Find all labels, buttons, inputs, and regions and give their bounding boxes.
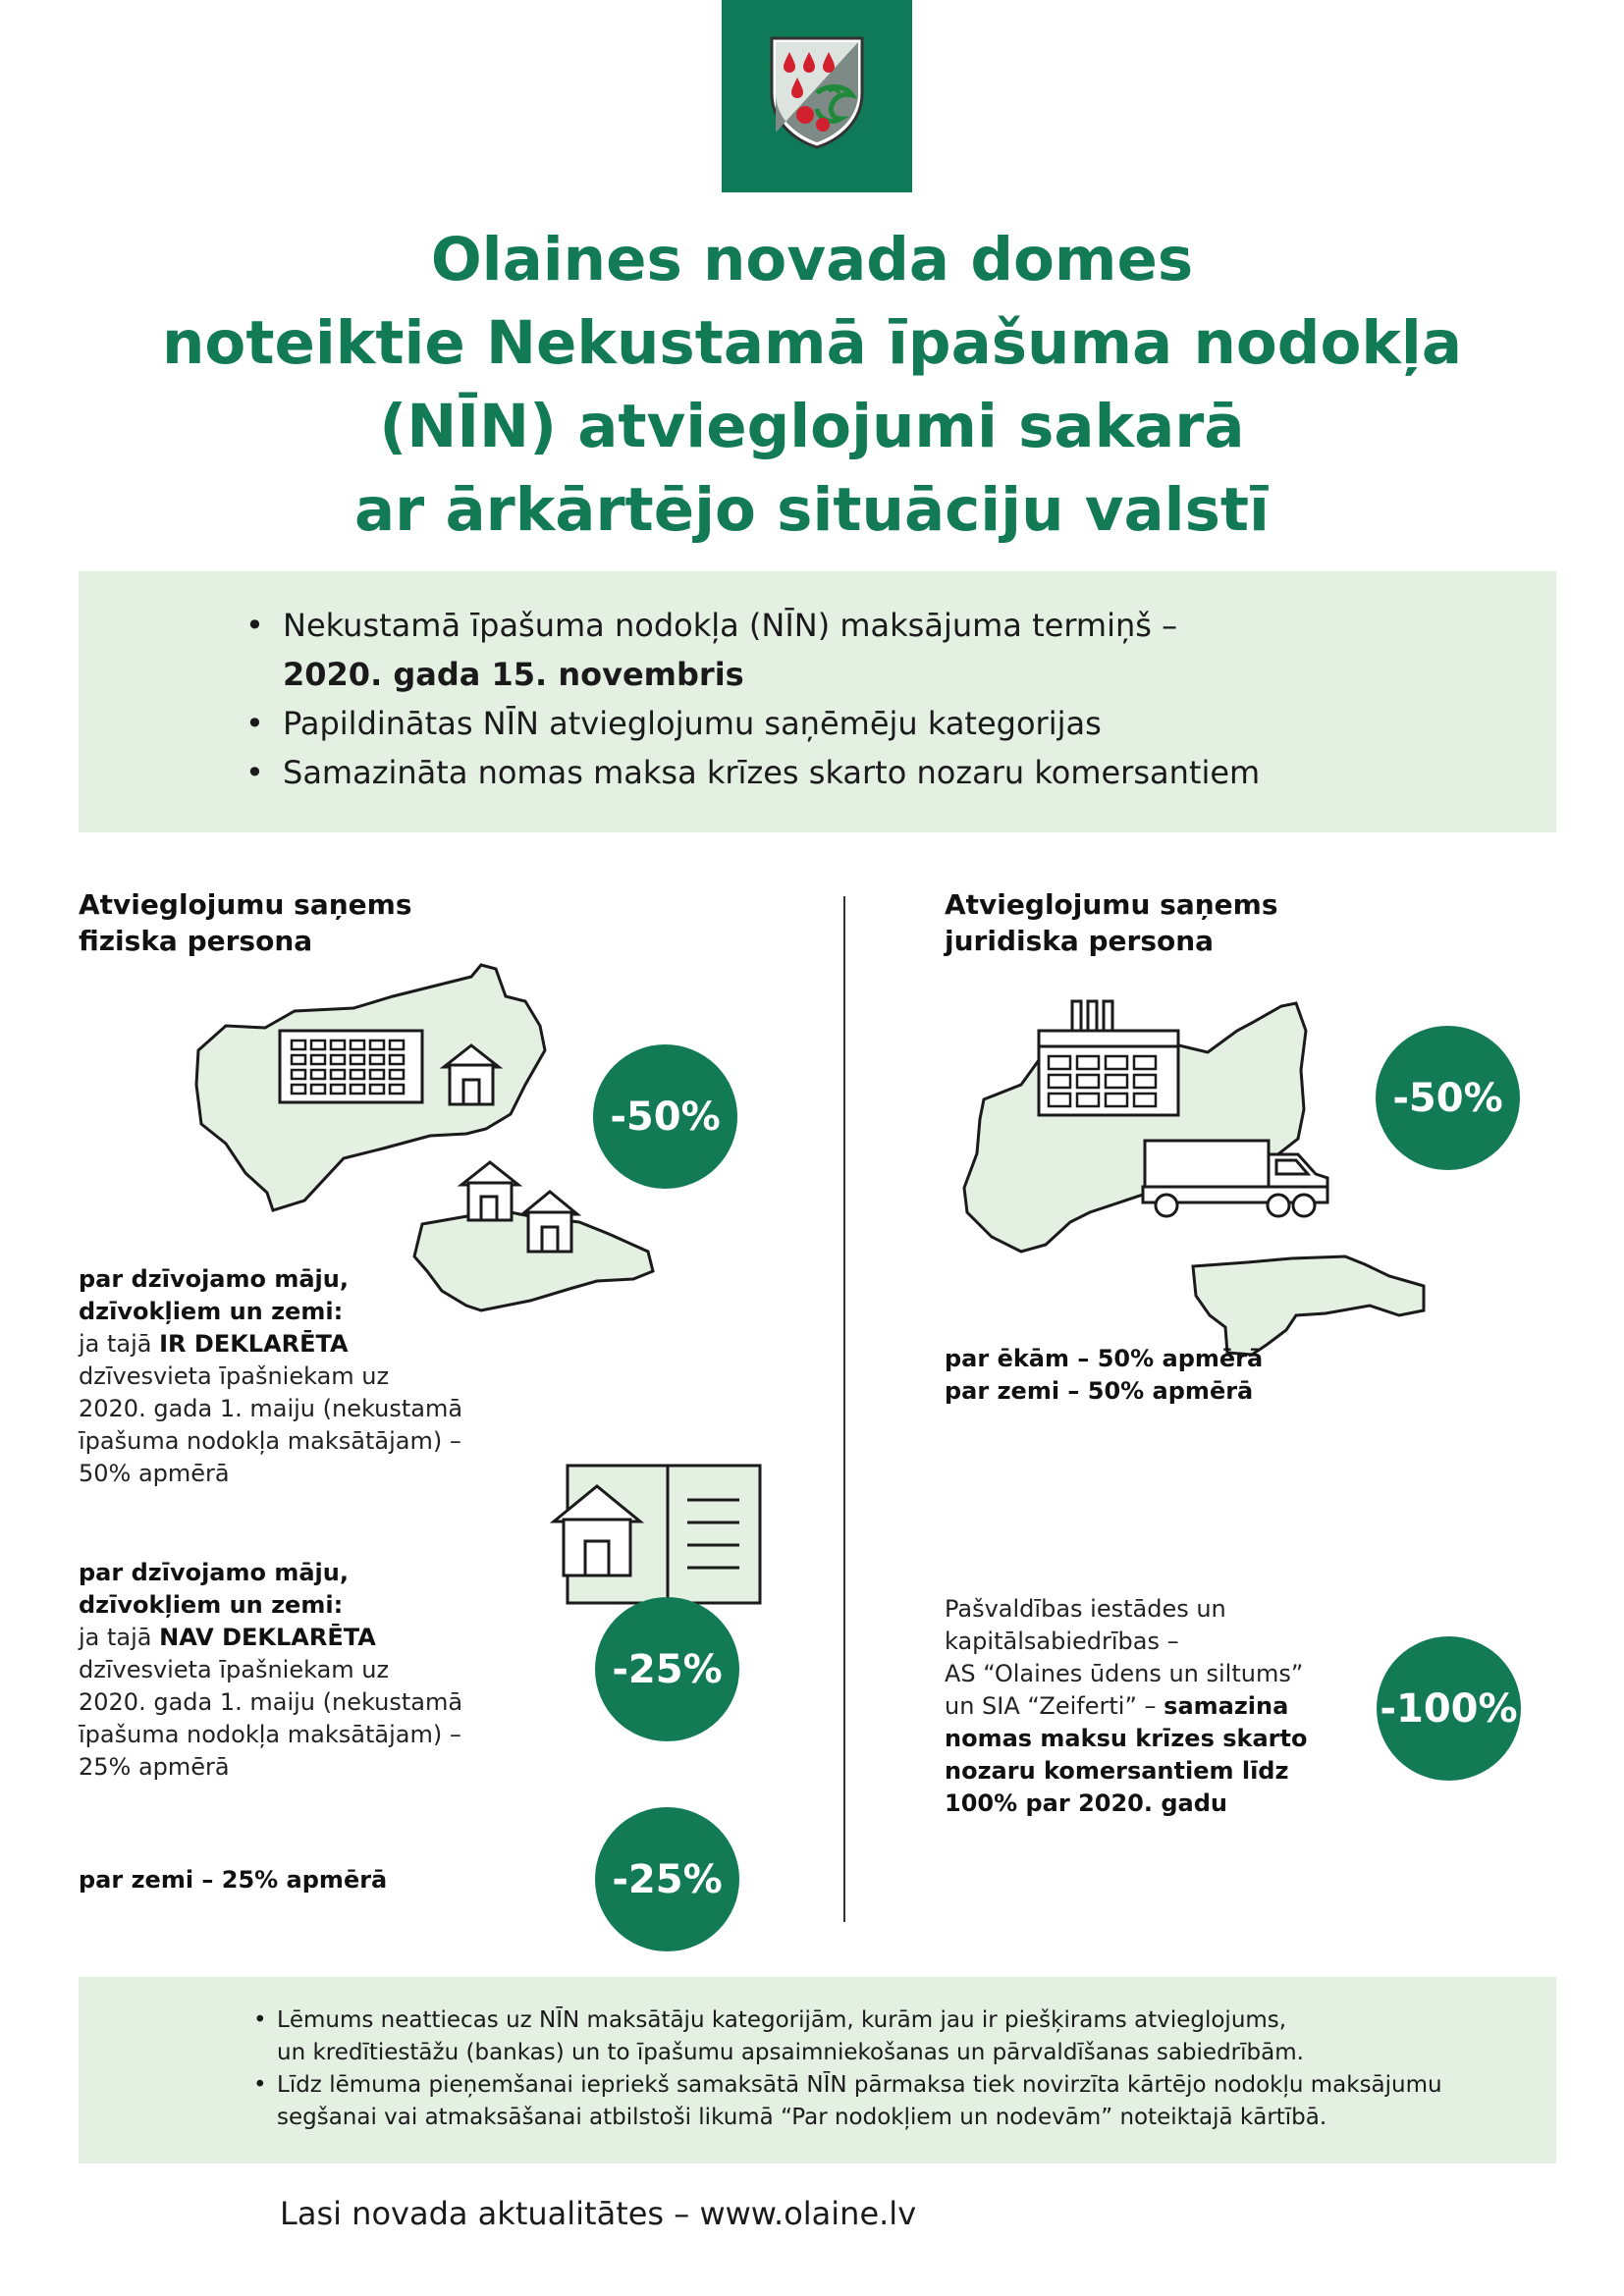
map-illustration-commercial xyxy=(952,991,1434,1364)
note-line: un kredītiestāžu (bankas) un to īpašumu apsaimniekošanas un pārvaldīšanas sabiedrībām. xyxy=(277,2040,1304,2065)
title-line: noteiktie Nekustamā īpašuma nodokļa xyxy=(161,308,1462,378)
summary-list xyxy=(245,601,1260,797)
left-heading xyxy=(79,886,412,959)
discount-badge: -25% xyxy=(595,1807,739,1951)
bold-line: nomas maksu krīzes skarto xyxy=(945,1725,1308,1752)
right-block-rent xyxy=(945,1593,1307,1820)
list-item: • Nekustamā īpašuma nodokļa (NĪN) maksājuma termiņš – xyxy=(245,607,1178,644)
text-line: dzīvesvieta īpašniekam uz xyxy=(79,1362,390,1390)
left-block-declared xyxy=(79,1263,462,1490)
right-block-buildings xyxy=(945,1343,1263,1408)
list-item: • Papildinātas NĪN atvieglojumu saņēmēju kategorijas xyxy=(245,705,1102,742)
note-line: Līdz lēmuma pieņemšanai iepriekš samaksātā NĪN pārmaksa tiek novirzīta kārtējo nodokļu maksājumu xyxy=(277,2072,1442,2098)
left-block-land xyxy=(79,1864,387,1896)
intro-text: ja tajā xyxy=(79,1624,160,1651)
coat-of-arms-icon xyxy=(768,34,866,150)
text-line: 25% apmērā xyxy=(79,1753,230,1781)
summary-item-text: Nekustamā īpašuma nodokļa (NĪN) maksājuma termiņš – xyxy=(283,607,1178,644)
text-line: 50% apmērā xyxy=(79,1460,230,1487)
truck-icon xyxy=(1143,1141,1327,1216)
text-line: 2020. gada 1. maiju (nekustamā xyxy=(79,1395,463,1422)
text-line: Pašvaldības iestādes un xyxy=(945,1595,1226,1623)
summary-item-text: Papildinātas NĪN atvieglojumu saņēmēju kategorijas xyxy=(283,705,1102,742)
bold-line: par zemi – 25% apmērā xyxy=(79,1866,388,1894)
text-line: 2020. gada 1. maiju (nekustamā xyxy=(79,1688,463,1716)
column-divider xyxy=(843,896,845,1922)
heading-line: fiziska persona xyxy=(79,925,313,957)
text-line: īpašuma nodokļa maksātājam) – xyxy=(79,1721,461,1748)
text-line: un SIA “Zeiferti” – xyxy=(945,1692,1164,1720)
note-line: Lēmums neattiecas uz NĪN maksātāju kategorijām, kurām jau ir piešķirams atvieglojums, xyxy=(277,2007,1287,2033)
heading-line: juridiska persona xyxy=(945,925,1215,957)
bold-line: dzīvokļiem un zemi: xyxy=(79,1591,344,1619)
left-block-not-declared xyxy=(79,1557,462,1784)
bold-line: nozaru komersantiem līdz xyxy=(945,1757,1289,1785)
intro-text: ja tajā xyxy=(79,1330,160,1358)
title-line: Olaines novada domes xyxy=(430,225,1194,294)
list-item: • Lēmums neattiecas uz NĪN maksātāju kategorijām, kurām jau ir piešķirams atvieglojums, un kredītiestāžu (bankas) un to īpašumu apsaimniekošanas un pārvaldīšanas sabiedrībām. xyxy=(253,2004,1442,2069)
discount-badge: -100% xyxy=(1377,1636,1521,1781)
deadline-date: 2020. gada 15. novembris xyxy=(283,656,744,693)
text-line: dzīvesvieta īpašniekam uz xyxy=(79,1656,390,1683)
document-house-icon xyxy=(550,1461,766,1608)
status-text: IR DEKLARĒTA xyxy=(159,1330,349,1358)
summary-box xyxy=(79,571,1556,832)
discount-badge: -50% xyxy=(593,1044,737,1189)
summary-item-text: Samazināta nomas maksa krīzes skarto nozaru komersantiem xyxy=(283,754,1261,791)
title-line: ar ārkārtējo situāciju valstī xyxy=(354,475,1270,545)
notes-list xyxy=(253,2004,1442,2134)
apartment-building-icon xyxy=(280,1031,422,1102)
heading-line: Atvieglojumu saņems xyxy=(79,888,412,921)
list-item: • Samazināta nomas maksa krīzes skarto nozaru komersantiem xyxy=(245,754,1261,791)
notes-box xyxy=(79,1977,1556,2163)
bold-line: par zemi – 50% apmērā xyxy=(945,1377,1254,1405)
discount-badge: -25% xyxy=(595,1597,739,1741)
status-text: NAV DEKLARĒTA xyxy=(159,1624,376,1651)
crest-banner xyxy=(722,0,912,192)
bold-line: par ēkām – 50% apmērā xyxy=(945,1345,1264,1372)
house-icon xyxy=(522,1192,577,1252)
house-icon xyxy=(461,1162,518,1220)
page-title xyxy=(59,218,1565,552)
bold-line: dzīvokļiem un zemi: xyxy=(79,1298,344,1325)
footer-text: Lasi novada aktualitātes – www.olaine.lv xyxy=(280,2195,917,2232)
region-shape-small xyxy=(1193,1256,1424,1355)
bold-line: par dzīvojamo māju, xyxy=(79,1559,349,1586)
note-line: segšanai vai atmaksāšanai atbilstoši likumā “Par nodokļiem un nodevām” noteiktajā kārtībā. xyxy=(277,2105,1327,2130)
title-line: (NĪN) atvieglojumi sakarā xyxy=(379,392,1245,461)
text-line: kapitālsabiedrības – xyxy=(945,1628,1179,1655)
right-heading xyxy=(945,886,1278,959)
text-line: īpašuma nodokļa maksātājam) – xyxy=(79,1427,461,1455)
list-item: • Līdz lēmuma pieņemšanai iepriekš samaksātā NĪN pārmaksa tiek novirzīta kārtējo nodokļu maksājumu segšanai vai atmaksāšanai atbilstoši likumā “Par nodokļiem un nodevām” noteiktajā kārtībā. xyxy=(253,2069,1442,2134)
discount-badge: -50% xyxy=(1376,1026,1520,1170)
heading-line: Atvieglojumu saņems xyxy=(945,888,1278,921)
bold-line: par dzīvojamo māju, xyxy=(79,1265,349,1293)
bold-line: samazina xyxy=(1164,1692,1289,1720)
bold-line: 100% par 2020. gadu xyxy=(945,1789,1227,1817)
text-line: AS “Olaines ūdens un siltums” xyxy=(945,1660,1304,1687)
factory-icon xyxy=(1039,1001,1178,1115)
